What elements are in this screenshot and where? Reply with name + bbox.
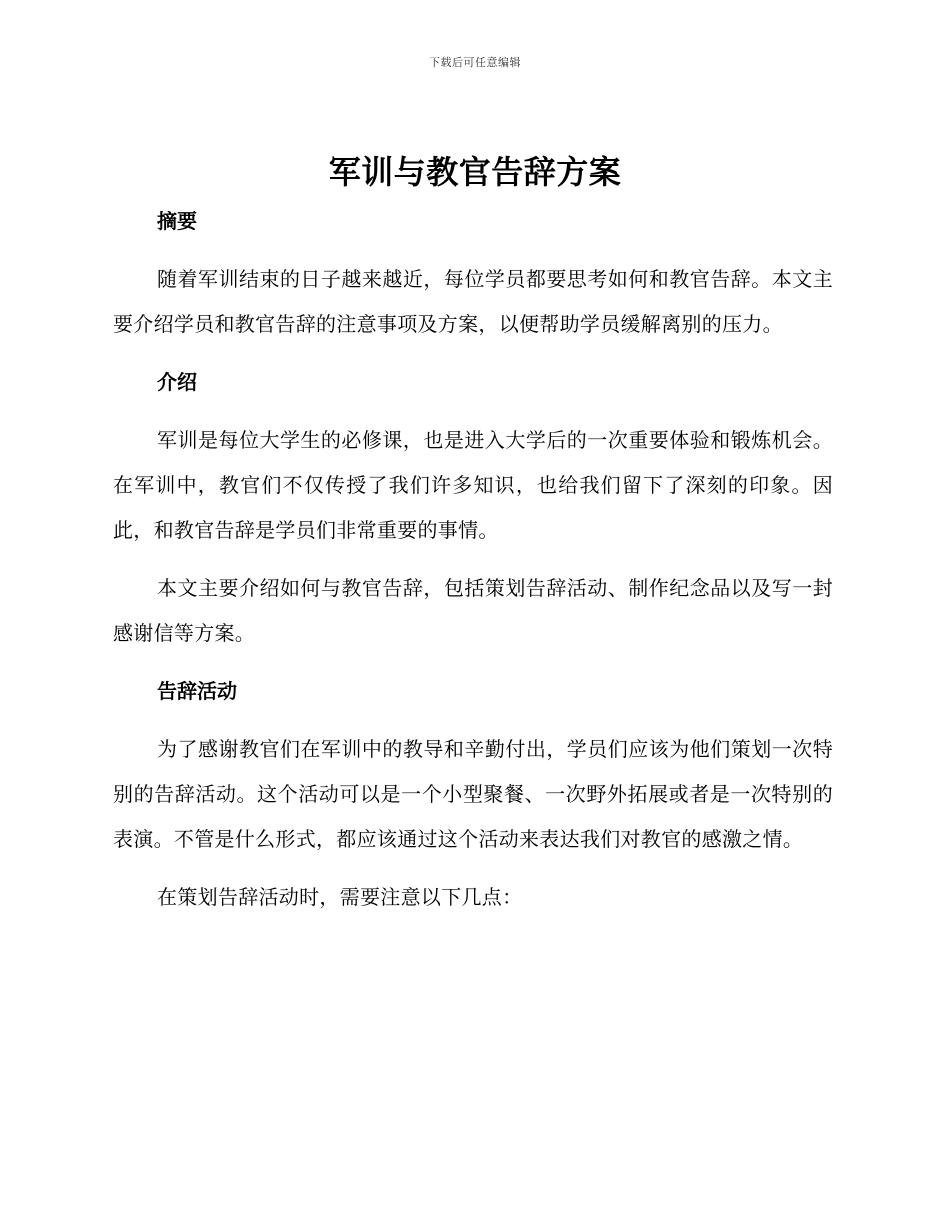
paragraph-introduction-2: 本文主要介绍如何与教官告辞，包括策划告辞活动、制作纪念品以及写一封感谢信等方案。 [113,576,833,645]
section-heading-abstract: 摘要 [157,209,197,233]
section-heading-farewell-activity: 告辞活动 [157,679,237,703]
paragraph-abstract: 随着军训结束的日子越来越近，每位学员都要思考如何和教官告辞。本文主要介绍学员和教官告辞的注意事项及方案，以便帮助学员缓解离别的压力。 [113,267,833,336]
document-body [113,199,833,920]
paragraph-farewell-activity-1: 为了感谢教官们在军训中的教导和辛勤付出，学员们应该为他们策划一次特别的告辞活动。这个活动可以是一个小型聚餐、一次野外拓展或者是一次特别的表演。不管是什么形式，都应该通过这个活动来表达我们对教官的感激之情。 [113,737,833,851]
header-note: 下载后可任意编辑 [429,56,521,69]
paragraph-farewell-activity-2: 在策划告辞活动时，需要注意以下几点： [157,885,523,909]
paragraph-introduction-1: 军训是每位大学生的必修课，也是进入大学后的一次重要体验和锻炼机会。在军训中，教官们不仅传授了我们许多知识，也给我们留下了深刻的印象。因此，和教官告辞是学员们非常重要的事情。 [113,428,833,542]
section-heading-introduction: 介绍 [157,370,197,394]
document-title: 军训与教官告辞方案 [328,153,622,191]
